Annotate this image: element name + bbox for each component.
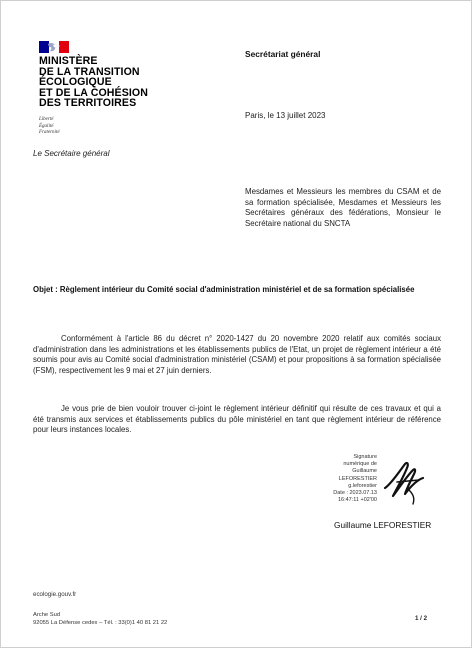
signature-line: numérique de	[343, 461, 377, 468]
address-line: Arche Sud	[33, 612, 61, 618]
ministry-line: MINISTÈRE	[39, 55, 98, 67]
signature-line: Signature	[353, 454, 377, 460]
subject-line	[33, 285, 441, 295]
motto-line: Fraternité	[39, 130, 60, 136]
body-paragraph-1: Conformément à l'article 86 du décret n° 2020-1427 du 20 novembre 2020 relatif aux comités sociaux d'administration dans les administrations et les établissements publics de l'Etat, un projet de règlement intérieur a été soumis pour avis au Comité social d'administration ministériel (CSAM) et pour propositions à sa formation spécialisée (FSM), respectivement les 9 mai et 27 juin derniers.	[33, 334, 441, 375]
signatory-name: Guillaume LEFORESTIER	[334, 520, 432, 530]
motto-line: Égalité	[39, 123, 54, 129]
ministry-line: ÉCOLOGIQUE	[39, 76, 112, 89]
signature-line: LEFORESTIER	[338, 475, 377, 482]
signature-line: 16:47:11 +02'00	[337, 497, 377, 504]
digital-signature-text	[317, 454, 377, 504]
signatory-title: Le Secrétaire général	[33, 149, 110, 158]
department-name: Secrétariat général	[245, 49, 321, 59]
place-date: Paris, le 13 juillet 2023	[245, 111, 326, 120]
recipients-block: Mesdames et Messieurs les membres du CSAM et de sa formation spécialisée, Mesdames et Messieurs les Secrétaires généraux des fédérations, Monsieur le Secrétaire national du SNCTA	[245, 187, 441, 228]
ministry-line: ET DE LA COHÉSION	[39, 86, 149, 99]
handwritten-signature	[379, 454, 437, 512]
republic-motto	[39, 117, 60, 137]
signature-line: Date : 2023.07.13	[333, 490, 377, 497]
signature-line: g.leforestier	[348, 482, 377, 489]
page-number: 1 / 2	[415, 615, 428, 622]
address-line: 92055 La Défense cedex – Tél. : 33(0)1 40 81 21 22	[33, 620, 168, 626]
ministry-name	[39, 56, 148, 109]
republique-francaise-logo	[39, 41, 69, 53]
signature-line: Guillaume	[352, 468, 377, 475]
subject-text: Règlement intérieur du Comité social d'administration ministériel et de sa formation spécialisée	[59, 285, 415, 294]
ministry-line: DES TERRITOIRES	[39, 97, 137, 110]
footer-address	[33, 611, 167, 627]
body-paragraph-2: Je vous prie de bien vouloir trouver ci-joint le règlement intérieur définitif qui résulte de ces travaux et qui a été transmis aux services et établissements publics du pôle ministériel en tant que règlement intérieur de référence pour leurs instances locales.	[33, 404, 441, 434]
ministry-line: DE LA TRANSITION	[39, 65, 140, 78]
subject-label: Objet :	[33, 285, 58, 294]
motto-line: Liberté	[39, 117, 54, 122]
footer-website: ecologie.gouv.fr	[33, 591, 77, 598]
